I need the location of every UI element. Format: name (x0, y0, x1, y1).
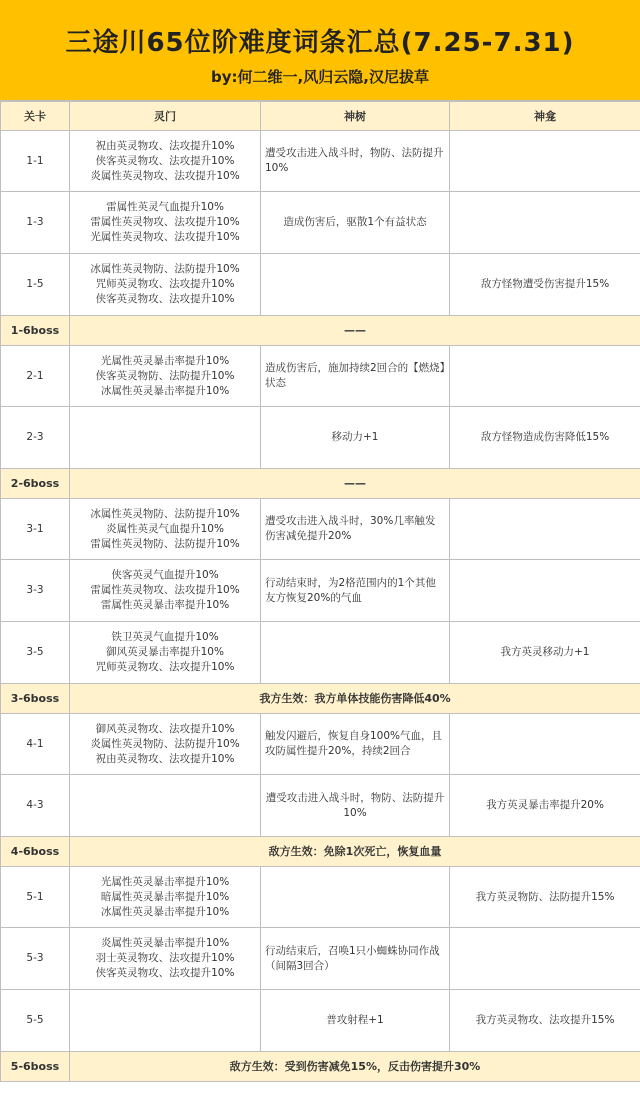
boss-stage-cell: 2-6boss (1, 469, 70, 499)
stage-cell: 1-1 (1, 131, 70, 192)
table-row (1, 407, 640, 469)
table-row (1, 928, 640, 990)
boss-row (1, 1052, 640, 1082)
boss-effect-cell: 敌方生效：受到伤害减免15%，反击伤害提升30% (70, 1052, 640, 1082)
shenshu-cell: 遭受攻击进入战斗时，物防、法防提升10% (261, 775, 450, 837)
stage-cell: 1-3 (1, 192, 70, 254)
boss-effect-cell: —— (70, 469, 640, 499)
lingmen-cell: 祝由英灵物攻、法攻提升10% 侠客英灵物攻、法攻提升10% 炎属性英灵物攻、法攻提升10% (70, 131, 261, 192)
table-row (1, 560, 640, 622)
stage-cell: 3-1 (1, 499, 70, 560)
boss-row (1, 837, 640, 867)
boss-stage-cell: 5-6boss (1, 1052, 70, 1082)
shenkan-cell: 我方英灵物防、法防提升15% (450, 867, 640, 928)
stage-cell: 2-1 (1, 346, 70, 407)
shenkan-cell (450, 346, 640, 407)
boss-stage-cell: 1-6boss (1, 316, 70, 346)
page-title: 三途川65位阶难度词条汇总(7.25-7.31) (65, 28, 575, 58)
shenshu-cell (261, 254, 450, 316)
shenkan-cell (450, 192, 640, 254)
stage-cell: 2-3 (1, 407, 70, 469)
shenkan-cell: 敌方怪物遭受伤害提升15% (450, 254, 640, 316)
shenshu-cell: 遭受攻击进入战斗时，物防、法防提升10% (261, 131, 450, 192)
boss-row (1, 316, 640, 346)
lingmen-cell: 雷属性英灵气血提升10% 雷属性英灵物攻、法攻提升10% 光属性英灵物攻、法攻提升10% (70, 192, 261, 254)
lingmen-cell (70, 990, 261, 1052)
lingmen-cell: 炎属性英灵暴击率提升10% 羽士英灵物攻、法攻提升10% 侠客英灵物攻、法攻提升10% (70, 928, 261, 990)
table-row (1, 346, 640, 407)
column-header-stage: 关卡 (1, 102, 70, 131)
shenkan-cell (450, 714, 640, 775)
table-row (1, 131, 640, 192)
lingmen-cell: 铁卫英灵气血提升10% 御风英灵暴击率提升10% 咒师英灵物攻、法攻提升10% (70, 622, 261, 684)
shenkan-cell: 我方英灵暴击率提升20% (450, 775, 640, 837)
boss-stage-cell: 4-6boss (1, 837, 70, 867)
shenkan-cell (450, 560, 640, 622)
boss-row (1, 469, 640, 499)
boss-effect-cell: 我方生效：我方单体技能伤害降低40% (70, 684, 640, 714)
header-banner (0, 0, 640, 101)
boss-row (1, 684, 640, 714)
shenshu-cell (261, 867, 450, 928)
stage-cell: 5-3 (1, 928, 70, 990)
boss-effect-cell: 敌方生效：免除1次死亡，恢复血量 (70, 837, 640, 867)
lingmen-cell (70, 407, 261, 469)
stage-cell: 4-1 (1, 714, 70, 775)
lingmen-cell: 冰属性英灵物防、法防提升10% 咒师英灵物攻、法攻提升10% 侠客英灵物攻、法攻提升10% (70, 254, 261, 316)
column-header-shenshu: 神树 (261, 102, 450, 131)
table-row (1, 990, 640, 1052)
boss-stage-cell: 3-6boss (1, 684, 70, 714)
shenshu-cell: 造成伤害后，驱散1个有益状态 (261, 192, 450, 254)
table-row (1, 622, 640, 684)
stage-cell: 5-1 (1, 867, 70, 928)
stage-cell: 4-3 (1, 775, 70, 837)
lingmen-cell (70, 775, 261, 837)
shenkan-cell (450, 131, 640, 192)
table-header-row (1, 102, 640, 131)
shenkan-cell (450, 499, 640, 560)
table-row (1, 499, 640, 560)
stage-cell: 1-5 (1, 254, 70, 316)
shenshu-cell: 行动结束后，召唤1只小蜘蛛协同作战（间隔3回合） (261, 928, 450, 990)
lingmen-cell: 御风英灵物攻、法攻提升10% 炎属性英灵物防、法防提升10% 祝由英灵物攻、法攻提升10% (70, 714, 261, 775)
table-row (1, 867, 640, 928)
affix-table (0, 101, 640, 1082)
page-subtitle: by:何二维一,风归云隐,汉尼拔草 (211, 68, 429, 86)
table-row (1, 192, 640, 254)
stage-cell: 3-3 (1, 560, 70, 622)
shenshu-cell: 遭受攻击进入战斗时，30%几率触发伤害减免提升20% (261, 499, 450, 560)
column-header-lingmen: 灵门 (70, 102, 261, 131)
shenkan-cell: 我方英灵移动力+1 (450, 622, 640, 684)
table-row (1, 714, 640, 775)
stage-cell: 5-5 (1, 990, 70, 1052)
lingmen-cell: 侠客英灵气血提升10% 雷属性英灵物攻、法攻提升10% 雷属性英灵暴击率提升10% (70, 560, 261, 622)
shenshu-cell (261, 622, 450, 684)
shenshu-cell: 造成伤害后，施加持续2回合的【燃烧】状态 (261, 346, 450, 407)
lingmen-cell: 光属性英灵暴击率提升10% 暗属性英灵暴击率提升10% 冰属性英灵暴击率提升10% (70, 867, 261, 928)
column-header-shenkan: 神龛 (450, 102, 640, 131)
table-row (1, 254, 640, 316)
shenshu-cell: 普攻射程+1 (261, 990, 450, 1052)
shenkan-cell: 敌方怪物造成伤害降低15% (450, 407, 640, 469)
stage-cell: 3-5 (1, 622, 70, 684)
lingmen-cell: 冰属性英灵物防、法防提升10% 炎属性英灵气血提升10% 雷属性英灵物防、法防提升10% (70, 499, 261, 560)
shenshu-cell: 移动力+1 (261, 407, 450, 469)
lingmen-cell: 光属性英灵暴击率提升10% 侠客英灵物防、法防提升10% 冰属性英灵暴击率提升10% (70, 346, 261, 407)
boss-effect-cell: —— (70, 316, 640, 346)
shenshu-cell: 行动结束时，为2格范围内的1个其他友方恢复20%的气血 (261, 560, 450, 622)
shenkan-cell: 我方英灵物攻、法攻提升15% (450, 990, 640, 1052)
table-row (1, 775, 640, 837)
shenshu-cell: 触发闪避后，恢复自身100%气血，且攻防属性提升20%，持续2回合 (261, 714, 450, 775)
shenkan-cell (450, 928, 640, 990)
